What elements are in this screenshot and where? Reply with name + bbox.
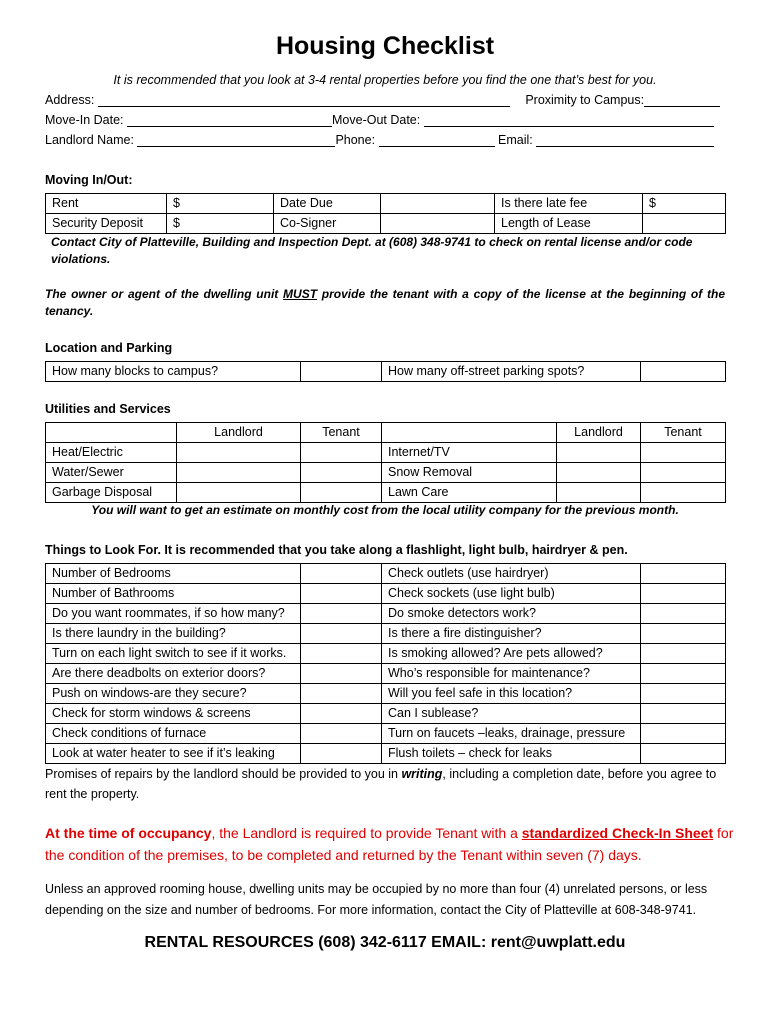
promises-before: Promises of repairs by the landlord should be provided to you in [45,767,402,781]
table-cell[interactable] [557,443,641,463]
owner-note-after: provide the tenant with a copy of the license at the beginning of the tenancy. [45,287,725,318]
table-cell[interactable] [641,684,726,704]
table-cell[interactable] [301,664,382,684]
occupancy-mid: , the Landlord is required to provide Tenant with a [211,825,522,841]
landlord-row [45,133,714,147]
table-cell: Snow Removal [382,463,557,483]
table-cell[interactable] [301,684,382,704]
header-cell [46,423,177,443]
table-cell[interactable] [177,443,301,463]
table-cell[interactable] [301,644,382,664]
table-cell[interactable] [557,483,641,503]
move-out-field[interactable] [424,114,714,127]
move-in-label: Move-In Date: [45,113,124,127]
table-cell: Is there laundry in the building? [46,624,301,644]
occupancy-lead: At the time of occupancy [45,825,212,841]
table-cell: How many blocks to campus? [46,362,301,382]
footer-contact: RENTAL RESOURCES (608) 342-6117 EMAIL: rent@uwplatt.edu [144,934,626,951]
table-row [46,584,726,604]
table-cell[interactable]: $ [643,194,726,214]
table-row [46,664,726,684]
table-cell[interactable] [641,724,726,744]
license-note: Contact City of Platteville, Building and Inspection Dept. at (608) 348-9741 to check on rental license and/or code violations. [51,235,693,266]
location-table [45,361,726,382]
table-cell: Length of Lease [495,214,643,234]
occupancy-end: for the condition of the premises, to be completed and returned by the Tenant within seven (7) days. [45,825,734,863]
address-field[interactable] [98,94,510,107]
header-cell [382,423,557,443]
moving-heading: Moving In/Out: [45,173,133,187]
table-cell[interactable] [301,584,382,604]
table-row [46,624,726,644]
table-row [46,443,726,463]
proximity-field[interactable] [644,94,720,107]
table-cell[interactable] [177,483,301,503]
table-cell: Look at water heater to see if it’s leaking [46,744,301,764]
check-in-sheet-link[interactable]: standardized Check-In Sheet [521,825,714,841]
table-cell[interactable] [641,744,726,764]
table-cell[interactable] [641,564,726,584]
landlord-label: Landlord Name: [45,133,134,147]
table-cell[interactable] [641,443,726,463]
table-cell: Check outlets (use hairdryer) [382,564,641,584]
table-cell: Internet/TV [382,443,557,463]
table-row [46,483,726,503]
table-cell: Security Deposit [46,214,167,234]
table-cell[interactable] [557,463,641,483]
table-cell[interactable] [301,564,382,584]
occupancy-text [45,822,735,866]
table-cell: Do you want roommates, if so how many? [46,604,301,624]
table-cell[interactable] [641,664,726,684]
table-header-row [46,423,726,443]
table-cell[interactable] [301,704,382,724]
email-label: Email: [498,133,533,147]
table-cell[interactable] [381,214,495,234]
table-cell[interactable] [301,443,382,463]
email-field[interactable] [536,134,714,147]
table-cell[interactable] [177,463,301,483]
table-cell[interactable] [301,463,382,483]
rooming-text: Unless an approved rooming house, dwelling units may be occupied by no more than four (4) unrelated persons, or less depending on the size and number of bedrooms. For more information, contact the City of Platteville at 608-348-9741. [45,882,708,917]
table-cell: Check for storm windows & screens [46,704,301,724]
owner-note [45,286,725,320]
table-cell: Number of Bathrooms [46,584,301,604]
owner-note-before: The owner or agent of the dwelling unit [45,287,284,301]
moving-table [45,193,726,234]
promises-after: , including a completion date, before you agree to rent the property. [45,767,717,801]
table-row [46,194,726,214]
table-row [46,684,726,704]
address-label: Address: [45,93,95,107]
table-cell: Check conditions of furnace [46,724,301,744]
table-row [46,704,726,724]
table-cell[interactable] [641,604,726,624]
table-row [46,644,726,664]
table-cell: How many off-street parking spots? [382,362,641,382]
table-cell: Do smoke detectors work? [382,604,641,624]
table-row [46,362,726,382]
table-row [46,724,726,744]
header-cell: Tenant [301,423,382,443]
table-row [46,604,726,624]
utilities-table [45,422,726,503]
promises-writing: writing [401,767,443,781]
table-cell: Are there deadbolts on exterior doors? [46,664,301,684]
table-row [46,564,726,584]
table-cell: Rent [46,194,167,214]
table-cell: Flush toilets – check for leaks [382,744,641,764]
table-cell[interactable] [301,744,382,764]
table-cell: Number of Bedrooms [46,564,301,584]
table-cell: Can I sublease? [382,704,641,724]
table-cell: Heat/Electric [46,443,177,463]
table-cell[interactable] [641,584,726,604]
table-cell: Turn on each light switch to see if it works. [46,644,301,664]
table-cell: Is there late fee [495,194,643,214]
table-cell: Co-Signer [274,214,381,234]
things-table [45,563,726,764]
page-title: Housing Checklist [275,32,495,60]
table-cell: Is smoking allowed? Are pets allowed? [382,644,641,664]
move-in-field[interactable] [127,114,332,127]
table-row [46,463,726,483]
table-cell: Water/Sewer [46,463,177,483]
table-cell[interactable] [381,194,495,214]
table-cell: Check sockets (use light bulb) [382,584,641,604]
move-out-label: Move-Out Date: [332,113,421,127]
table-cell[interactable] [301,624,382,644]
table-cell: Turn on faucets –leaks, drainage, pressure [382,724,641,744]
header-cell: Tenant [641,423,726,443]
table-cell[interactable] [641,483,726,503]
table-cell[interactable] [301,483,382,503]
table-cell[interactable] [641,463,726,483]
table-cell: Is there a fire distinguisher? [382,624,641,644]
table-cell[interactable] [641,644,726,664]
table-cell: Push on windows-are they secure? [46,684,301,704]
table-cell[interactable] [301,604,382,624]
subtitle: It is recommended that you look at 3-4 rental properties before you find the one that’s best for you. [113,73,657,87]
header-cell: Landlord [557,423,641,443]
address-row [45,93,720,107]
table-cell: Lawn Care [382,483,557,503]
table-cell: Date Due [274,194,381,214]
utilities-note: You will want to get an estimate on monthly cost from the local utility company for the previous month. [91,503,679,517]
promises-text [45,764,735,804]
proximity-label: Proximity to Campus: [525,93,645,107]
table-row [46,214,726,234]
header-cell: Landlord [177,423,301,443]
table-row [46,744,726,764]
table-cell[interactable]: $ [167,214,274,234]
table-cell: Who’s responsible for maintenance? [382,664,641,684]
owner-note-must: MUST [283,287,318,301]
table-cell[interactable] [641,362,726,382]
table-cell[interactable] [641,624,726,644]
table-cell[interactable]: $ [167,194,274,214]
table-cell[interactable] [643,214,726,234]
table-cell[interactable] [301,362,382,382]
table-cell: Garbage Disposal [46,483,177,503]
location-heading: Location and Parking [45,341,173,355]
table-cell[interactable] [301,724,382,744]
phone-label: Phone: [335,133,376,147]
table-cell[interactable] [641,704,726,724]
phone-field[interactable] [379,134,495,147]
dates-row [45,113,714,127]
things-heading: Things to Look For. It is recommended that you take along a flashlight, light bulb, hairdryer & pen. [45,543,628,557]
table-cell: Will you feel safe in this location? [382,684,641,704]
utilities-heading: Utilities and Services [45,402,171,416]
landlord-field[interactable] [137,134,335,147]
